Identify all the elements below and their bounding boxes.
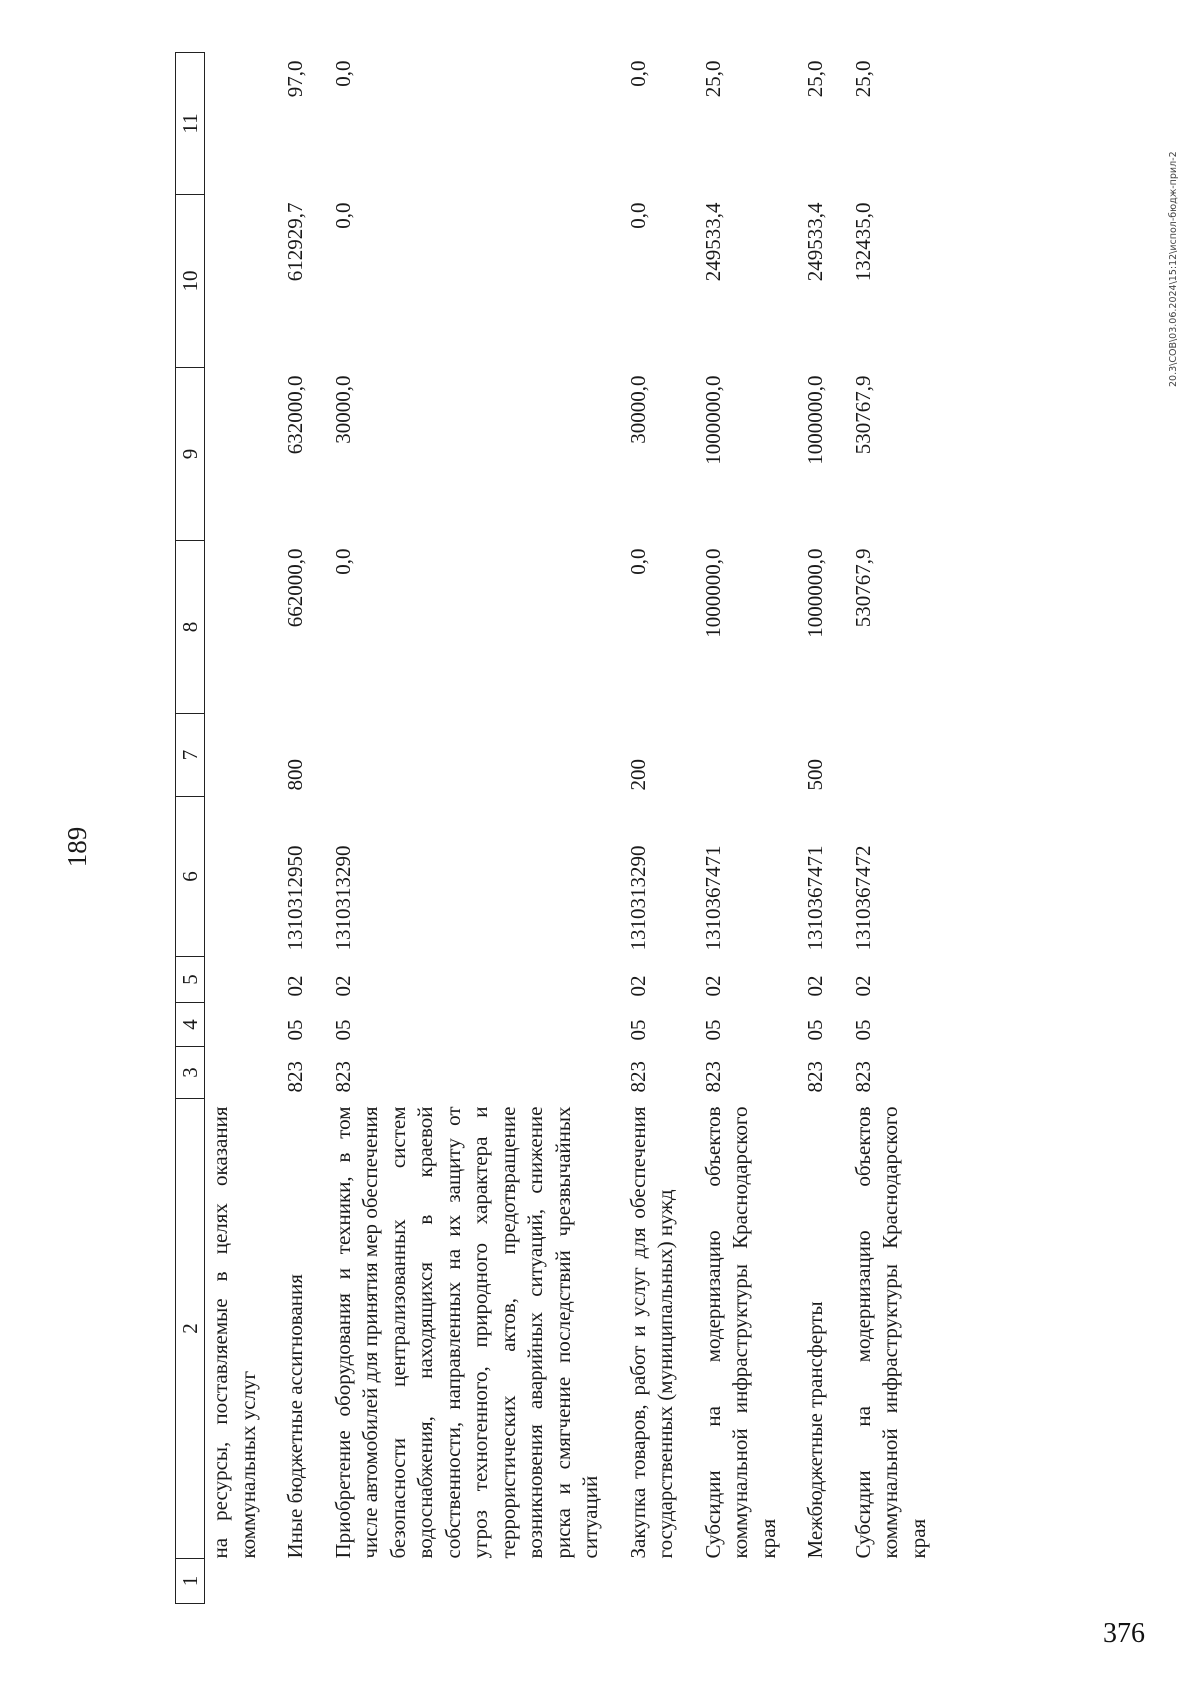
row-value-8: 1000000,0 xyxy=(803,548,827,638)
row-value-11: 25,0 xyxy=(700,60,725,98)
row-expense-type xyxy=(680,714,783,797)
row-ministry-code xyxy=(205,1047,263,1099)
row-subsection-code: 02 xyxy=(850,975,875,997)
row-section-code: 05 xyxy=(803,1019,827,1041)
row-value-9: 632000,0 xyxy=(283,375,307,455)
column-header-4: 4 xyxy=(176,1003,205,1047)
row-cell-1 xyxy=(205,1559,263,1604)
row-value-11: 25,0 xyxy=(850,60,875,98)
row-value-8: 1000000,0 xyxy=(700,548,725,638)
column-header-6: 6 xyxy=(176,797,205,957)
row-value-10: 0,0 xyxy=(330,202,355,229)
row-cell-1 xyxy=(262,1559,310,1604)
column-header-2: 2 xyxy=(176,1099,205,1559)
table-row xyxy=(205,53,263,1604)
column-header-3: 3 xyxy=(176,1047,205,1099)
row-value-8: 530767,9 xyxy=(850,548,875,628)
row-cell-1 xyxy=(680,1559,783,1604)
row-value-11: 0,0 xyxy=(625,60,650,87)
row-ministry-code: 823 xyxy=(330,1061,355,1093)
row-target-code xyxy=(205,797,263,957)
row-expense-type: 800 xyxy=(283,759,307,791)
row-value-10: 0,0 xyxy=(625,202,650,229)
row-description: Субсидии на модернизацию объектов коммунальной инфраструктуры Краснодарского края xyxy=(850,1106,930,1559)
row-subsection-code: 02 xyxy=(803,975,827,997)
row-value-8: 0,0 xyxy=(625,548,650,575)
row-value-8: 662000,0 xyxy=(283,548,307,628)
row-value-11: 25,0 xyxy=(803,60,827,98)
row-description: Приобретение оборудования и техники, в том числе автомобилей для принятия мер обеспечения безопасности централизованных систем водоснабжения, находящихся в краевой собственности, направленных на их защиту от угроз техногенного, природного характера и террористических актов, предотвращение возникновения аварийных ситуаций, снижение риска и смягчение последствий чрезвычайных ситуаций xyxy=(330,1106,602,1559)
column-header-9: 9 xyxy=(176,368,205,541)
row-subsection-code xyxy=(205,957,263,1003)
row-value-11 xyxy=(205,53,263,195)
table-header-row xyxy=(176,53,205,1604)
row-section-code: 05 xyxy=(850,1019,875,1041)
row-value-11: 0,0 xyxy=(330,60,355,87)
column-header-5: 5 xyxy=(176,957,205,1003)
row-cell-1 xyxy=(830,1559,933,1604)
row-section-code xyxy=(205,1003,263,1047)
row-value-11: 97,0 xyxy=(283,60,307,98)
sheet-number: 376 xyxy=(1103,1618,1145,1649)
row-section-code: 05 xyxy=(700,1019,725,1041)
row-cell-1 xyxy=(782,1559,830,1604)
row-description: Иные бюджетные ассигнования xyxy=(283,1274,307,1559)
row-subsection-code: 02 xyxy=(283,975,307,997)
row-value-9: 1000000,0 xyxy=(803,375,827,465)
row-value-8: 0,0 xyxy=(330,548,355,575)
row-subsection-code: 02 xyxy=(700,975,725,997)
column-header-8: 8 xyxy=(176,541,205,714)
row-ministry-code: 823 xyxy=(850,1061,875,1093)
row-section-code: 05 xyxy=(625,1019,650,1041)
table-row xyxy=(605,53,680,1604)
row-expense-type: 500 xyxy=(803,759,827,791)
row-subsection-code: 02 xyxy=(625,975,650,997)
row-expense-type xyxy=(310,714,605,797)
row-section-code: 05 xyxy=(283,1019,307,1041)
footer-reference: 20.3\СОВ\03.06.2024\15:12\испол-бюдж-прил-2 xyxy=(1168,151,1179,387)
row-value-8 xyxy=(205,541,263,714)
row-expense-type xyxy=(830,714,933,797)
row-value-10: 249533,4 xyxy=(700,202,725,282)
row-value-9: 1000000,0 xyxy=(700,375,725,465)
row-value-9: 30000,0 xyxy=(330,375,355,444)
row-expense-type: 200 xyxy=(625,759,650,791)
table-row xyxy=(782,53,830,1604)
row-value-9 xyxy=(205,368,263,541)
row-expense-type xyxy=(205,714,263,797)
row-ministry-code: 823 xyxy=(803,1061,827,1093)
row-description: Субсидии на модернизацию объектов коммунальной инфраструктуры Краснодарского края xyxy=(700,1106,780,1559)
row-ministry-code: 823 xyxy=(283,1061,307,1093)
budget-table xyxy=(175,52,932,1604)
row-subsection-code: 02 xyxy=(330,975,355,997)
column-header-11: 11 xyxy=(176,53,205,195)
row-target-code: 1310367471 xyxy=(700,845,725,951)
row-target-code: 1310313290 xyxy=(625,845,650,951)
row-value-10: 612929,7 xyxy=(283,202,307,282)
page-number: 189 xyxy=(62,826,92,868)
row-ministry-code: 823 xyxy=(625,1061,650,1093)
row-value-9: 530767,9 xyxy=(850,375,875,455)
column-header-10: 10 xyxy=(176,195,205,368)
row-description: на ресурсы, поставляемые в целях оказания коммунальных услуг xyxy=(208,1106,260,1559)
row-value-10 xyxy=(205,195,263,368)
row-value-9: 30000,0 xyxy=(625,375,650,444)
table-row xyxy=(262,53,310,1604)
column-header-1: 1 xyxy=(176,1559,205,1604)
row-target-code: 1310313290 xyxy=(330,845,355,951)
column-header-7: 7 xyxy=(176,714,205,797)
table-row xyxy=(310,53,605,1604)
row-description: Межбюджетные трансферты xyxy=(803,1301,827,1559)
table-row xyxy=(830,53,933,1604)
row-value-10: 132435,0 xyxy=(850,202,875,282)
row-ministry-code: 823 xyxy=(700,1061,725,1093)
row-target-code: 1310312950 xyxy=(283,845,307,951)
row-value-10: 249533,4 xyxy=(803,202,827,282)
row-cell-1 xyxy=(605,1559,680,1604)
row-target-code: 1310367471 xyxy=(803,845,827,951)
row-target-code: 1310367472 xyxy=(850,845,875,951)
row-description: Закупка товаров, работ и услуг для обеспечения государственных (муниципальных) нужд xyxy=(625,1106,677,1559)
row-section-code: 05 xyxy=(330,1019,355,1041)
row-cell-1 xyxy=(310,1559,605,1604)
table-row xyxy=(680,53,783,1604)
